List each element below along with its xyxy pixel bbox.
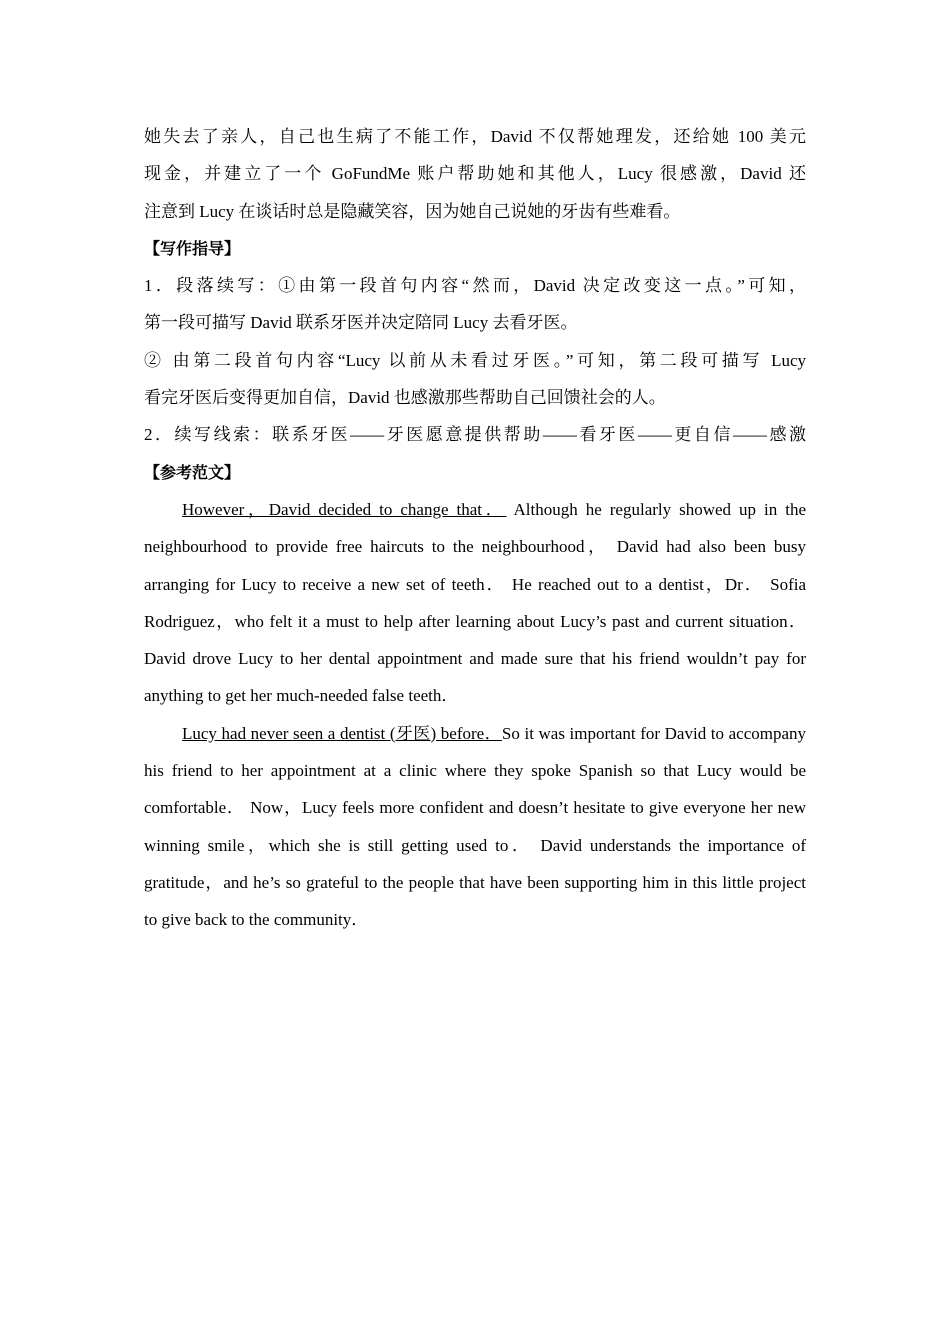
sample-paragraph-2 [144,715,806,939]
guide-line: 第一段可描写 David 联系牙医并决定陪同 Lucy 去看牙医。 [144,313,578,333]
writing-guide-heading: 【写作指导】 [144,238,241,258]
intro-line: 她失去了亲人，自己也生病了不能工作，David 不仅帮她理发，还给她 100 美元 [144,127,806,146]
paragraph-2-body: So it was important for David to accompany his friend to her appointment at a clinic where they spoke Spanish so that Lucy would be comfortable． Now，Lucy feels more confident and doesn’t hesitate to give everyone her new winning smile，which she is still getting used to． David understands the importance of gratitude，and he’s so grateful to the people that have been supporting him in this little project to give back to the community． [144,723,807,930]
sample-essay-heading: 【参考范文】 [144,462,241,482]
sample-paragraph-1 [144,491,806,715]
writing-guide [144,267,806,453]
guide-line: 1．段落续写：①由第一段首句内容“然而，David 决定改变这一点。”可知， [144,276,806,296]
intro-line: 注意到 Lucy 在谈话时总是隐藏笑容，因为她自己说她的牙齿有些难看。 [144,201,681,221]
guide-line: 2．续写线索：联系牙医——牙医愿意提供帮助——看牙医——更自信——感激 [144,425,806,445]
guide-line: ② 由第二段首句内容“Lucy 以前从未看过牙医。”可知，第二段可描写 Lucy [144,350,806,370]
guide-line: 看完牙医后变得更加自信，David 也感激那些帮助自己回馈社会的人。 [144,388,666,408]
intro-line: 现金，并建立了一个 GoFundMe 账户帮助她和其他人，Lucy 很感激，David 还 [144,164,806,184]
paragraph-1-lead-sentence: However，David decided to change that． [182,499,507,519]
intro-paragraph [144,118,806,230]
paragraph-2-lead-sentence: Lucy had never seen a dentist (牙医) before． [182,723,502,743]
paragraph-1-body: Although he regularly showed up in the neighbourhood to provide free haircuts to the neighbourhood， David had also been busy arranging for Lucy to receive a new set of teeth． He reached out to a dentist，Dr． Sofia Rodriguez，who felt it a must to help after learning about Lucy’s past and current situation． David drove Lucy to her dental appointment and made sure that his friend wouldn’t pay for anything to get her much-needed false teeth． [144,499,807,706]
document-page [144,118,806,939]
